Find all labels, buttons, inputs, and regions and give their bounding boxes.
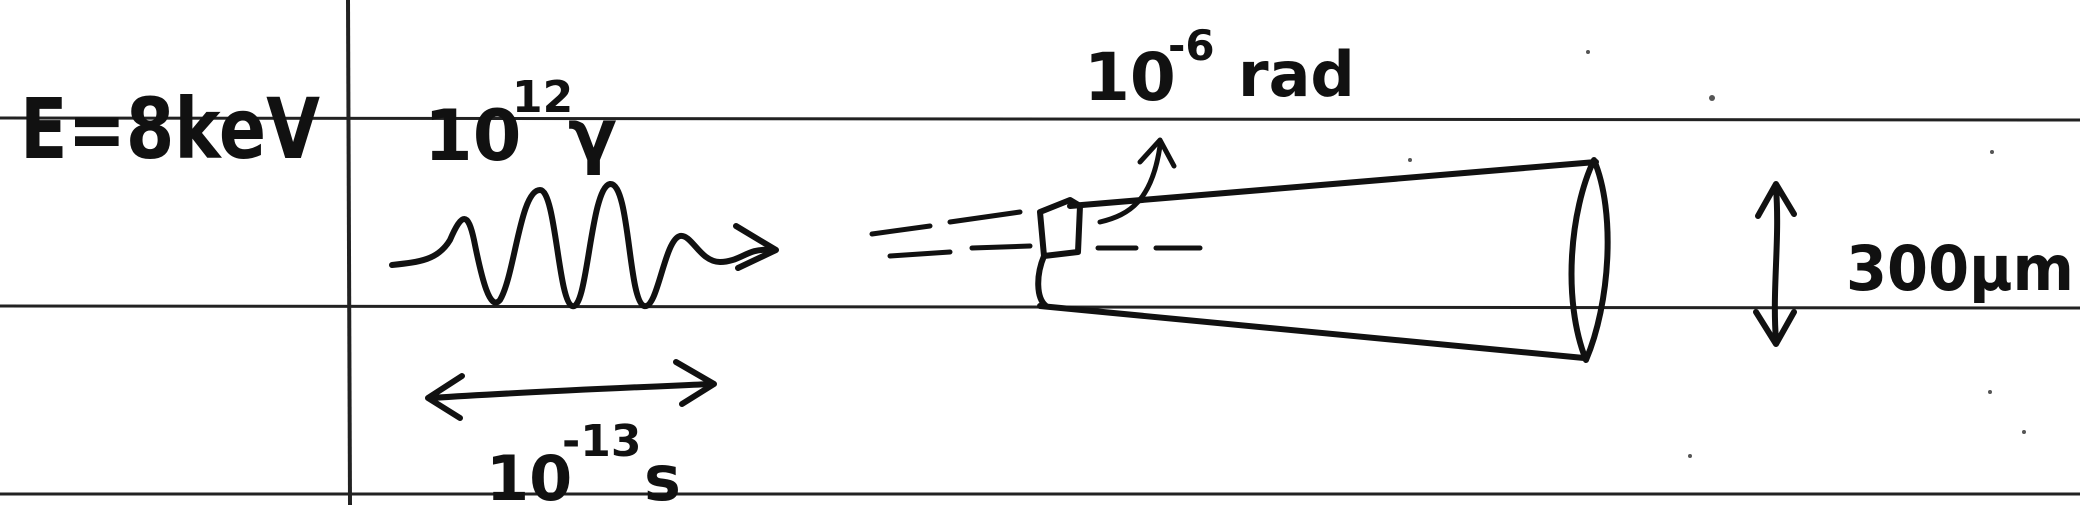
cone-left-end [1038, 256, 1046, 306]
divergence-unit: rad [1238, 38, 1355, 111]
photon-symbol: γ [568, 93, 618, 177]
beam-axis-dashes [872, 212, 1200, 256]
divergence-arrow [1100, 146, 1160, 222]
photon-count-label [424, 72, 617, 177]
divergence-exponent: -6 [1168, 21, 1215, 70]
cone-lower-edge [1040, 306, 1584, 358]
pulse-duration-base: 10 [486, 442, 573, 505]
photon-count-base: 10 [424, 95, 522, 177]
beam-cone [1038, 160, 1607, 360]
beam-size-arrow [1775, 188, 1777, 340]
photon-count-exponent: 12 [512, 72, 574, 123]
cone-end-ellipse [1572, 160, 1608, 360]
pulse-duration-unit: s [644, 442, 681, 505]
divergence-base: 10 [1084, 39, 1176, 116]
wave-arrowhead [736, 226, 776, 268]
beam-size-label: 300μm [1846, 232, 2074, 305]
pulse-duration-label [486, 416, 681, 505]
margin-line [348, 0, 350, 505]
divergence-label [1084, 21, 1355, 116]
pulse-duration-exponent: -13 [562, 416, 642, 467]
duration-arrow [432, 384, 712, 398]
wave-packet [392, 184, 768, 306]
energy-label: E=8keV [20, 80, 320, 178]
